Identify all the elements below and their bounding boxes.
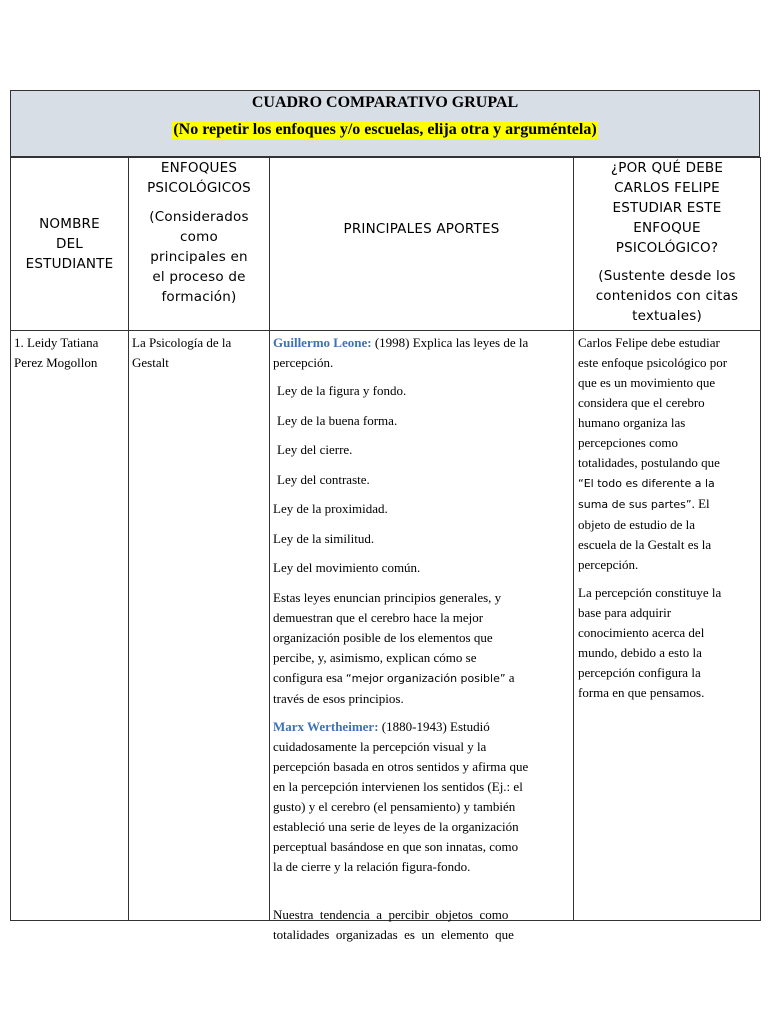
quote-text: “El todo es diferente a la	[578, 477, 715, 490]
approach-line: La Psicología de la	[132, 335, 232, 350]
text-line: mundo, debido a esto la	[578, 645, 702, 660]
header-note: (Considerados	[149, 209, 249, 225]
header-text: PRINCIPALES APORTES	[343, 221, 500, 237]
table-title: CUADRO COMPARATIVO GRUPAL	[251, 94, 519, 111]
law-item: Ley de la similitud.	[273, 530, 375, 546]
header-note: contenidos con citas	[595, 288, 739, 304]
text-line: través de esos principios.	[273, 690, 404, 706]
text-line: considera que el cerebro	[578, 395, 705, 410]
contributions-content	[273, 333, 570, 942]
text-line: gusto) y el cerebro (el pensamiento) y también	[273, 798, 516, 814]
text-line: en la percepción intervienen los sentidos (Ej.: el	[273, 778, 523, 794]
header-text: ENFOQUE	[633, 220, 701, 236]
table-header-row	[11, 158, 761, 331]
header-text: ESTUDIAR ESTE	[612, 200, 722, 216]
text-line: que es un movimiento que	[578, 375, 716, 390]
law-item: Ley del movimiento común.	[273, 560, 421, 575]
header-contributions	[270, 158, 574, 331]
quote-text: suma de sus partes”	[578, 498, 692, 511]
text-line: Nuestra tendencia a percibir objetos como	[273, 906, 509, 922]
header-note: principales en	[150, 249, 248, 265]
text-line: percepción.	[578, 557, 639, 572]
header-text: ¿POR QUÉ DEBE	[610, 160, 724, 176]
text-line: . El	[691, 496, 710, 511]
header-note: textuales)	[632, 308, 702, 324]
header-text: PSICOLÓGICO?	[615, 240, 719, 256]
table-row	[11, 331, 761, 921]
header-text: ENFOQUES	[160, 160, 238, 176]
header-note: (Sustente desde los	[598, 268, 736, 284]
why-paragraph	[578, 333, 756, 575]
text-line: cuidadosamente la percepción visual y la	[273, 738, 487, 754]
text-line: demuestran que el cerebro hace la mejor	[273, 609, 484, 625]
contributions-cell	[270, 331, 574, 942]
law-item: Ley de la proximidad.	[273, 501, 388, 516]
why-cell	[574, 331, 761, 921]
law-item: Ley de la buena forma.	[277, 412, 398, 428]
text-line: totalidades, postulando que	[578, 455, 720, 470]
quote-text: “mejor organización posible”	[345, 671, 506, 685]
text-line: Estas leyes enuncian principios generales, y	[273, 589, 502, 605]
author-text: percepción.	[273, 355, 334, 370]
text-line: configura esa	[273, 669, 346, 685]
text-line: perceptual basándose en que son innatas, como	[273, 838, 519, 854]
text-line: base para adquirir	[578, 605, 672, 620]
table-subtitle-highlighted: (No repetir los enfoques y/o escuelas, elija otra y arguméntela)	[173, 121, 597, 138]
approach-cell	[129, 331, 270, 921]
header-text: CARLOS FELIPE	[614, 180, 720, 196]
comparison-table	[10, 157, 761, 942]
why-paragraph	[578, 583, 756, 703]
text-line: conocimiento acerca del	[578, 625, 705, 640]
law-item: Ley del contraste.	[277, 471, 370, 487]
header-text: ESTUDIANTE	[25, 256, 114, 272]
text-line: percepción basada en otros sentidos y afirma que	[273, 758, 529, 774]
header-text: PSICOLÓGICOS	[147, 180, 251, 196]
header-note: el proceso de	[152, 269, 246, 285]
text-line: organización posible de los elementos que	[273, 629, 493, 645]
header-note: como	[180, 229, 218, 245]
text-line: percibe, y, asimismo, explican cómo se	[273, 649, 477, 665]
author-text: (1998) Explica las leyes de la	[371, 335, 529, 350]
text-line: forma en que pensamos.	[578, 685, 705, 700]
author-paragraph	[273, 333, 570, 373]
table-title-box	[10, 90, 760, 157]
text-line: a	[505, 669, 515, 685]
text-line: La percepción constituye la	[578, 585, 722, 600]
header-note: formación)	[161, 289, 237, 305]
header-text: DEL	[55, 236, 84, 252]
text-line: estableció una serie de leyes de la organización	[273, 818, 519, 834]
text-line: escuela de la Gestalt es la	[578, 537, 712, 552]
header-approaches	[129, 158, 270, 331]
law-item: Ley del cierre.	[277, 442, 353, 457]
header-text: NOMBRE	[39, 216, 100, 232]
header-why	[574, 158, 761, 331]
text-line: humano organiza las	[578, 415, 686, 430]
student-name-cell	[11, 331, 129, 921]
laws-explanation	[273, 588, 570, 709]
text-line: totalidades organizadas es un elemento que	[273, 926, 514, 942]
text-line: (1880-1943) Estudió	[378, 718, 490, 734]
header-student-name	[11, 158, 129, 331]
law-item: Ley de la figura y fondo.	[277, 383, 407, 398]
author-name: Guillermo Leone:	[273, 335, 372, 350]
text-line: percepciones como	[578, 435, 678, 450]
author-paragraph	[273, 717, 570, 877]
text-line: objeto de estudio de la	[578, 517, 695, 532]
text-line: la de cierre y la relación figura-fondo.	[273, 858, 471, 874]
student-name-line: 1. Leidy Tatiana	[14, 335, 99, 350]
text-line: percepción configura la	[578, 665, 701, 680]
text-line: Carlos Felipe debe estudiar	[578, 335, 720, 350]
student-name-line: Perez Mogollon	[14, 355, 98, 370]
approach-line: Gestalt	[132, 355, 169, 370]
author-name: Marx Wertheimer:	[273, 718, 379, 734]
closing-paragraph	[273, 885, 570, 945]
text-line: este enfoque psicológico por	[578, 355, 728, 370]
